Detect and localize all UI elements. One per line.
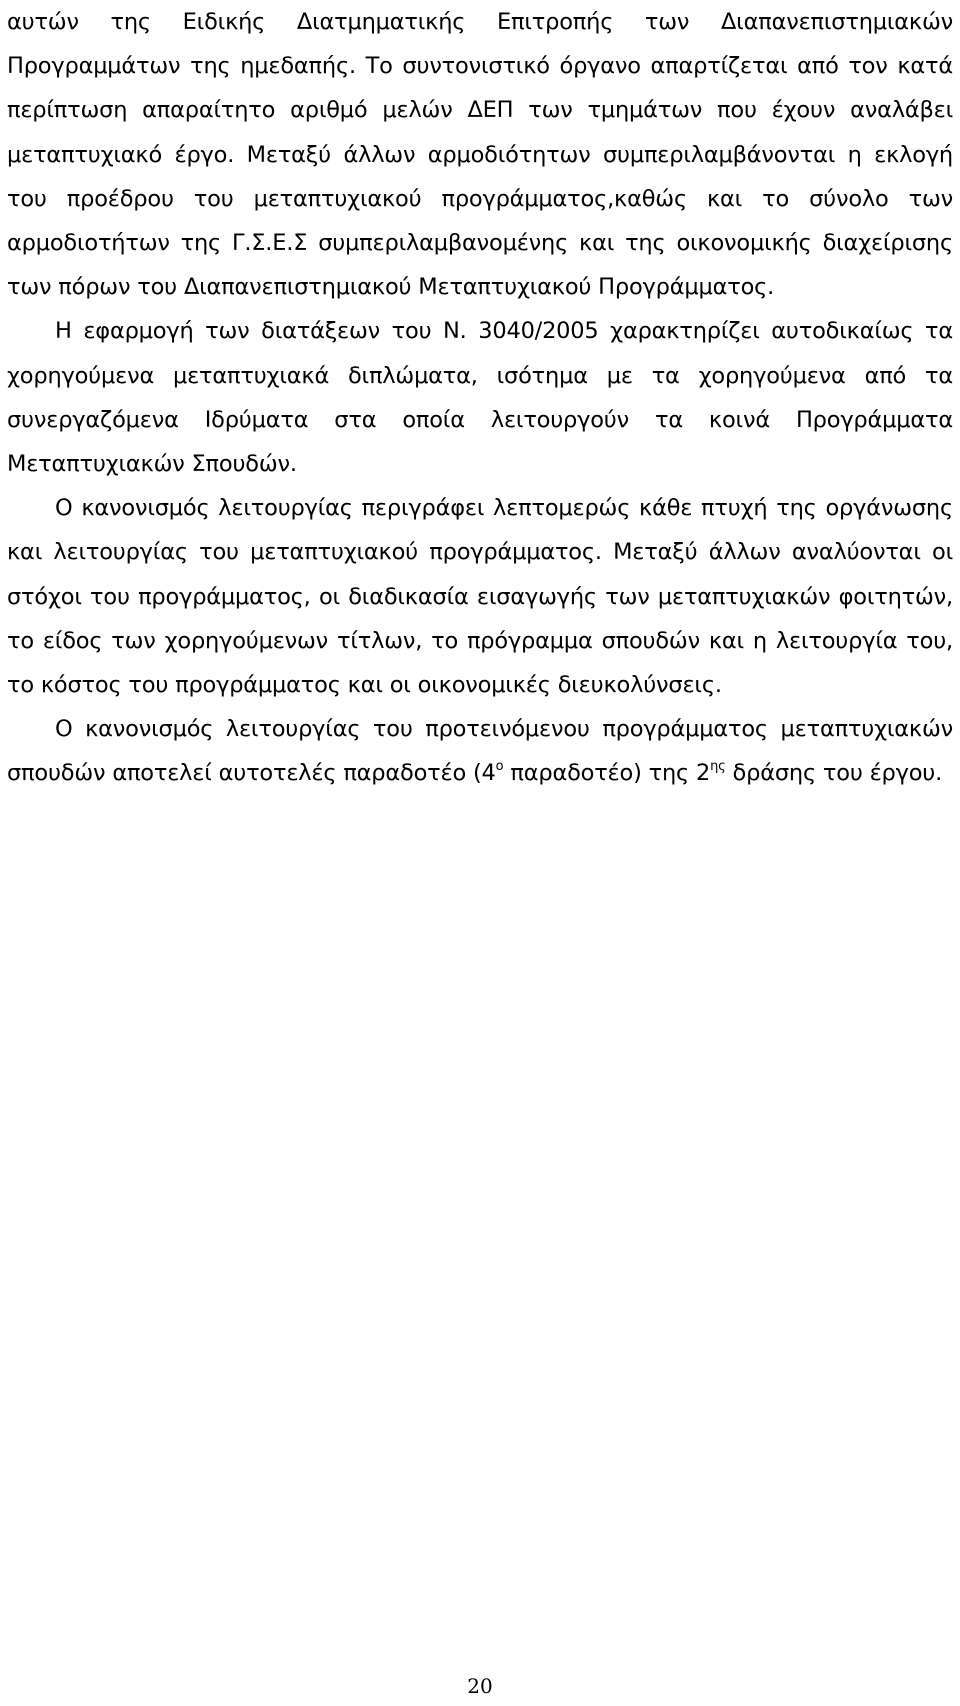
page-number: 20 [467, 1674, 493, 1698]
paragraph-regulation [7, 486, 953, 707]
paragraph-deliverable [7, 707, 953, 795]
paragraph-text-middle: παραδοτέο) της 2 [503, 760, 711, 787]
superscript-ordinal: ης [710, 758, 726, 774]
paragraph-text-end: δράσης του έργου. [725, 760, 943, 787]
paragraph-continued [7, 0, 953, 309]
body-text [7, 0, 953, 796]
superscript-ordinal: ο [495, 758, 504, 774]
paragraph-text-start: Ο κανονισμός λειτουργίας του προτεινόμενου προγράμματος μεταπτυχιακών σπουδών αποτελεί αυτοτελές παραδοτέο (4 [7, 716, 953, 787]
paragraph-text: αυτών της Ειδικής Διατμηματικής Επιτροπής των Διαπανεπιστημιακών Προγραμμάτων της ημεδαπής. Το συντονιστικό όργανο απαρτίζεται από τον κατά περίπτωση απαραίτητο αριθμό μελών ΔΕΠ των τμημάτων που έχουν αναλάβει μεταπτυχιακό έργο. Μεταξύ άλλων αρμοδιότητων συμπεριλαμβάνονται η εκλογή του προέδρου του μεταπτυχιακού προγράμματος,καθώς και το σύνολο των αρμοδιοτήτων της Γ.Σ.Ε.Σ συμπεριλαμβανομένης και της οικονομικής διαχείρισης των πόρων του Διαπανεπιστημιακού Μεταπτυχιακού Προγράμματος. [7, 9, 953, 301]
paragraph-text: Ο κανονισμός λειτουργίας περιγράφει λεπτομερώς κάθε πτυχή της οργάνωσης και λειτουργίας του μεταπτυχιακού προγράμματος. Μεταξύ άλλων αναλύονται οι στόχοι του προγράμματος, οι διαδικασία εισαγωγής των μεταπτυχιακών φοιτητών, το είδος των χορηγούμενων τίτλων, το πρόγραμμα σπουδών και η λειτουργία του, το κόστος του προγράμματος και οι οικονομικές διευκολύνσεις. [7, 495, 953, 699]
paragraph-law-3040 [7, 309, 953, 486]
paragraph-text: Η εφαρμογή των διατάξεων του Ν. 3040/2005 χαρακτηρίζει αυτοδικαίως τα χορηγούμενα μεταπτυχιακά διπλώματα, ισότημα με τα χορηγούμενα από τα συνεργαζόμενα Ιδρύματα στα οποία λειτουργούν τα κοινά Προγράμματα Μεταπτυχιακών Σπουδών. [7, 318, 953, 478]
